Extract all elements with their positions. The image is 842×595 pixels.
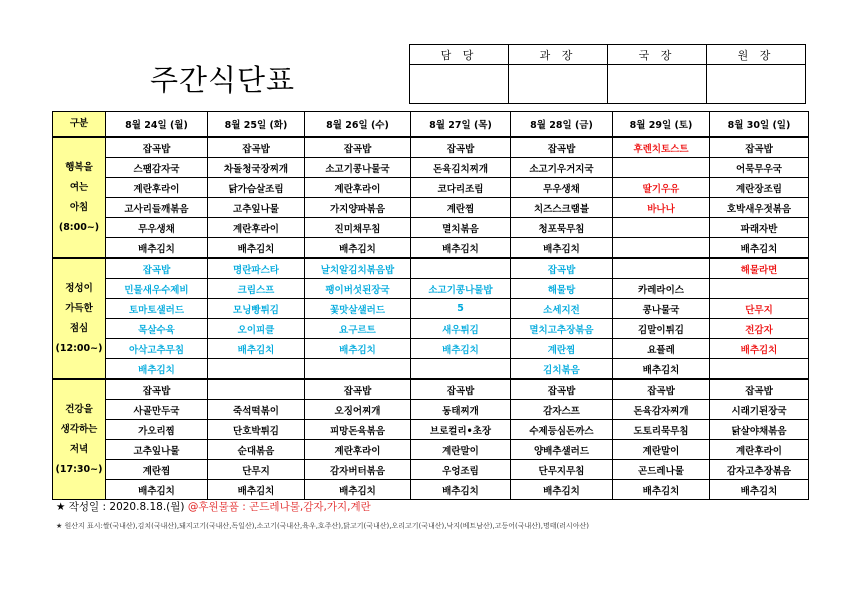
day-header: 8월 28일 (금) <box>511 112 613 138</box>
approval-label: 담 당 <box>410 45 509 65</box>
menu-cell: 요구르트 <box>305 319 411 339</box>
menu-cell: 잡곡밥 <box>106 258 208 279</box>
menu-cell: 멸치볶음 <box>411 218 511 238</box>
meal-section-label-line: 건강을 <box>65 403 93 415</box>
menu-cell: 해물라면 <box>710 258 809 279</box>
meal-row <box>53 319 809 339</box>
menu-cell: 우엉조림 <box>411 460 511 480</box>
menu-cell: 계란찜 <box>106 460 208 480</box>
menu-cell: 새우튀김 <box>411 319 511 339</box>
menu-cell: 양배추샐러드 <box>511 440 613 460</box>
menu-cell: 닭살야채볶음 <box>710 420 809 440</box>
menu-cell: 가오리찜 <box>106 420 208 440</box>
meal-row <box>53 258 809 279</box>
menu-cell: 진미채무침 <box>305 218 411 238</box>
menu-cell: 단무지무침 <box>511 460 613 480</box>
menu-cell: 배추김치 <box>106 359 208 380</box>
menu-cell: 콩나물국 <box>613 299 710 319</box>
meal-section-label-line: 정성이 <box>65 282 93 294</box>
menu-cell: 계란찜 <box>511 339 613 359</box>
menu-cell: 날치알김치볶음밥 <box>305 258 411 279</box>
menu-cell: 배추김치 <box>613 480 710 500</box>
menu-cell: 곤드레나물 <box>613 460 710 480</box>
footer-line <box>56 499 371 514</box>
menu-cell: 잡곡밥 <box>613 379 710 400</box>
meal-section-label <box>53 379 106 500</box>
menu-cell: 잡곡밥 <box>305 137 411 158</box>
menu-cell: 오이피클 <box>208 319 305 339</box>
menu-cell: 동태찌개 <box>411 400 511 420</box>
day-header: 8월 25일 (화) <box>208 112 305 138</box>
menu-cell: 배추김치 <box>710 238 809 259</box>
menu-cell: 계란말이 <box>411 440 511 460</box>
menu-cell: 바나나 <box>613 198 710 218</box>
signature-cell[interactable] <box>410 65 509 104</box>
menu-cell: 시래기된장국 <box>710 400 809 420</box>
menu-cell <box>411 258 511 279</box>
meal-section-label <box>53 258 106 379</box>
menu-cell: 배추김치 <box>305 339 411 359</box>
menu-cell: 소세지전 <box>511 299 613 319</box>
meal-row <box>53 178 809 198</box>
meal-section-label-line: 점심 <box>69 322 89 334</box>
menu-cell: 카레라이스 <box>613 279 710 299</box>
menu-cell: 팽이버섯된장국 <box>305 279 411 299</box>
menu-cell: 단무지 <box>710 299 809 319</box>
signature-cell[interactable] <box>509 65 608 104</box>
menu-cell: 고추잎나물 <box>208 198 305 218</box>
menu-cell: 계란후라이 <box>106 178 208 198</box>
menu-cell: 수제등심돈까스 <box>511 420 613 440</box>
meal-row <box>53 420 809 440</box>
meal-row <box>53 460 809 480</box>
menu-cell: 가지양파볶음 <box>305 198 411 218</box>
menu-cell: 잡곡밥 <box>106 379 208 400</box>
menu-cell: 배추김치 <box>208 238 305 259</box>
menu-cell: 잡곡밥 <box>511 258 613 279</box>
meal-section-label-line: 여는 <box>69 181 89 193</box>
menu-cell: 배추김치 <box>511 480 613 500</box>
menu-cell <box>613 238 710 259</box>
approval-box <box>409 44 806 104</box>
menu-cell: 아삭고추무침 <box>106 339 208 359</box>
meal-section-label-line: 아침 <box>69 201 89 213</box>
meal-section-label-line: 가득한 <box>65 302 93 314</box>
menu-cell: 무우생채 <box>511 178 613 198</box>
meal-row <box>53 158 809 178</box>
meal-row <box>53 400 809 420</box>
menu-cell: 파래자반 <box>710 218 809 238</box>
day-header: 8월 26일 (수) <box>305 112 411 138</box>
menu-cell: 계란말이 <box>613 440 710 460</box>
menu-cell: 김치볶음 <box>511 359 613 380</box>
menu-cell: 차돌청국장찌개 <box>208 158 305 178</box>
menu-cell <box>710 279 809 299</box>
meal-row <box>53 198 809 218</box>
menu-cell: 김말이튀김 <box>613 319 710 339</box>
menu-cell: 고추잎나물 <box>106 440 208 460</box>
meal-row <box>53 279 809 299</box>
meal-section-label-line: 행복을 <box>65 161 93 173</box>
menu-cell: 도토리묵무침 <box>613 420 710 440</box>
menu-cell: 딸기우유 <box>613 178 710 198</box>
meal-row <box>53 137 809 158</box>
menu-cell: 배추김치 <box>106 238 208 259</box>
menu-cell: 잡곡밥 <box>106 137 208 158</box>
menu-cell: 꽃맛살샐러드 <box>305 299 411 319</box>
menu-cell: 배추김치 <box>710 480 809 500</box>
menu-cell: 배추김치 <box>305 480 411 500</box>
menu-cell: 잡곡밥 <box>411 379 511 400</box>
menu-cell: 잡곡밥 <box>411 137 511 158</box>
approval-label: 원 장 <box>707 45 806 65</box>
menu-cell: 닭가슴살조림 <box>208 178 305 198</box>
category-header: 구분 <box>53 112 106 138</box>
menu-cell <box>208 359 305 380</box>
menu-cell <box>613 258 710 279</box>
menu-cell: 해물탕 <box>511 279 613 299</box>
menu-cell: 감자버터볶음 <box>305 460 411 480</box>
meal-row <box>53 359 809 380</box>
menu-cell: 목살수육 <box>106 319 208 339</box>
menu-cell: 잡곡밥 <box>208 137 305 158</box>
menu-cell: 모닝빵튀김 <box>208 299 305 319</box>
menu-cell: 크림스프 <box>208 279 305 299</box>
signature-cell[interactable] <box>707 65 806 104</box>
menu-cell: 배추김치 <box>613 359 710 380</box>
menu-cell: 배추김치 <box>411 339 511 359</box>
approval-label: 국 장 <box>608 45 707 65</box>
day-header: 8월 24일 (월) <box>106 112 208 138</box>
menu-cell: 계란후라이 <box>305 178 411 198</box>
menu-cell <box>208 379 305 400</box>
menu-cell: 잡곡밥 <box>710 379 809 400</box>
menu-cell <box>305 359 411 380</box>
origin-note: ★ 원산지 표시:쌀(국내산),김치(국내산),돼지고기(국내산,독일산),소고기(국내산,육우,호주산),닭고기(국내산),오리고기(국내산),낙지(베트남산),고등어(국내산),명태(러시아산) <box>56 522 590 530</box>
menu-cell: 어묵무우국 <box>710 158 809 178</box>
header-row <box>53 112 809 138</box>
meal-section-label <box>53 137 106 258</box>
meal-section-label-line: (17:30~) <box>55 463 103 475</box>
signature-cell[interactable] <box>608 65 707 104</box>
menu-cell: 피망돈육볶음 <box>305 420 411 440</box>
written-date: ★ 작성일 : 2020.8.18.(월) <box>56 501 185 513</box>
day-header: 8월 27일 (목) <box>411 112 511 138</box>
menu-cell: 순대볶음 <box>208 440 305 460</box>
menu-cell: 5 <box>411 299 511 319</box>
meal-section-label-line: 생각하는 <box>60 423 98 435</box>
menu-cell: 브로컬리•초장 <box>411 420 511 440</box>
menu-cell: 잡곡밥 <box>305 379 411 400</box>
menu-cell: 계란장조림 <box>710 178 809 198</box>
menu-cell: 민물새우수제비 <box>106 279 208 299</box>
meal-row <box>53 238 809 259</box>
menu-cell: 요플레 <box>613 339 710 359</box>
menu-cell: 배추김치 <box>511 238 613 259</box>
menu-cell: 배추김치 <box>208 339 305 359</box>
menu-cell: 잡곡밥 <box>710 137 809 158</box>
menu-cell: 감자스프 <box>511 400 613 420</box>
meal-row <box>53 379 809 400</box>
menu-cell: 배추김치 <box>411 238 511 259</box>
menu-cell: 소고기우거지국 <box>511 158 613 178</box>
day-header: 8월 29일 (토) <box>613 112 710 138</box>
menu-cell: 토마토샐러드 <box>106 299 208 319</box>
menu-cell <box>613 218 710 238</box>
meal-row <box>53 440 809 460</box>
menu-cell: 사골만두국 <box>106 400 208 420</box>
menu-cell: 계란후라이 <box>208 218 305 238</box>
menu-cell: 호박새우젓볶음 <box>710 198 809 218</box>
meal-row <box>53 299 809 319</box>
menu-cell: 고사리들깨볶음 <box>106 198 208 218</box>
meal-row <box>53 218 809 238</box>
menu-cell: 오징어찌개 <box>305 400 411 420</box>
menu-cell: 돈육김치찌개 <box>411 158 511 178</box>
approval-label: 과 장 <box>509 45 608 65</box>
menu-cell <box>411 359 511 380</box>
meal-row <box>53 339 809 359</box>
menu-cell: 소고기콩나물밥 <box>411 279 511 299</box>
menu-cell: 잡곡밥 <box>511 137 613 158</box>
menu-cell: 계란찜 <box>411 198 511 218</box>
menu-cell: 잡곡밥 <box>511 379 613 400</box>
menu-cell: 배추김치 <box>106 480 208 500</box>
menu-cell: 치즈스크램블 <box>511 198 613 218</box>
page-title: 주간식단표 <box>150 63 296 97</box>
menu-cell: 명란파스타 <box>208 258 305 279</box>
meal-row <box>53 480 809 500</box>
menu-cell: 감자고추장볶음 <box>710 460 809 480</box>
menu-cell: 돈육감자찌개 <box>613 400 710 420</box>
meal-section-label-line: 저녁 <box>69 443 89 455</box>
menu-cell <box>710 359 809 380</box>
menu-cell: 계란후라이 <box>305 440 411 460</box>
menu-cell: 소고기콩나물국 <box>305 158 411 178</box>
menu-cell: 배추김치 <box>710 339 809 359</box>
meal-section-label-line: (12:00~) <box>55 342 103 354</box>
menu-cell: 스팸감자국 <box>106 158 208 178</box>
menu-cell: 죽석떡볶이 <box>208 400 305 420</box>
menu-cell: 멸치고추장볶음 <box>511 319 613 339</box>
menu-cell: 배추김치 <box>208 480 305 500</box>
menu-cell: 계란후라이 <box>710 440 809 460</box>
menu-cell: 배추김치 <box>305 238 411 259</box>
menu-cell: 후렌치토스트 <box>613 137 710 158</box>
meal-section-label-line: (8:00~) <box>58 221 100 233</box>
menu-cell <box>613 158 710 178</box>
menu-cell: 무우생채 <box>106 218 208 238</box>
donation-note: @후원물품 : 곤드레나물,감자,가지,계란 <box>187 501 371 513</box>
weekly-menu-table <box>52 111 809 500</box>
menu-cell: 전감자 <box>710 319 809 339</box>
menu-cell: 코다리조림 <box>411 178 511 198</box>
menu-cell: 단무지 <box>208 460 305 480</box>
menu-cell: 배추김치 <box>411 480 511 500</box>
menu-cell: 청포묵무침 <box>511 218 613 238</box>
menu-cell: 단호박튀김 <box>208 420 305 440</box>
day-header: 8월 30일 (일) <box>710 112 809 138</box>
